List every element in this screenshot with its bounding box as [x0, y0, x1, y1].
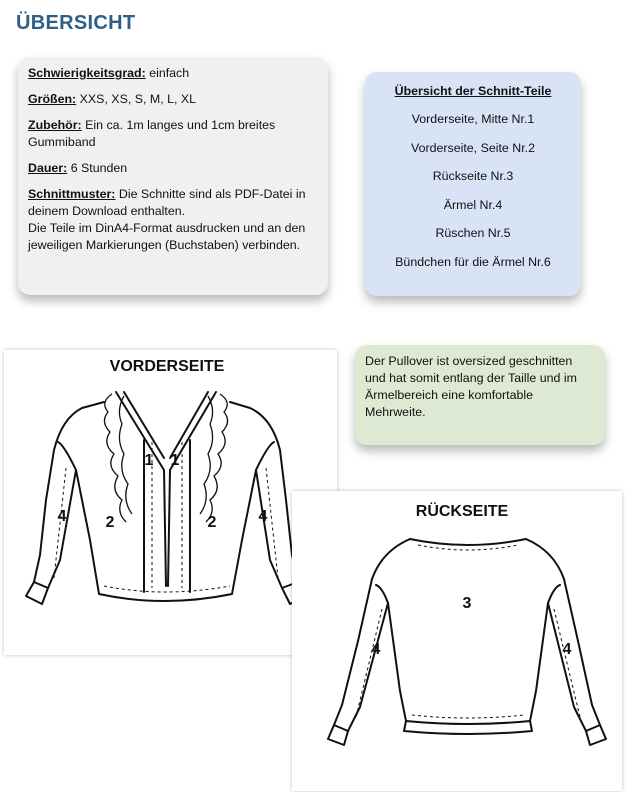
- info-card: [18, 57, 328, 295]
- page-title: ÜBERSICHT: [16, 12, 136, 34]
- back-view-diagram: [292, 491, 622, 791]
- front-view-diagram: [4, 350, 337, 655]
- difficulty-label: Schwierigkeitsgrad:: [28, 66, 146, 80]
- piece-label-sleeve-left: 4: [57, 508, 67, 525]
- sizes-label: Größen:: [28, 92, 77, 106]
- piece-label-side-left: 2: [105, 514, 115, 531]
- piece-label-center-right: 1: [170, 452, 180, 469]
- piece-label-sleeve-right: 4: [258, 508, 268, 525]
- accessories-value: Ein ca. 1m langes und 1cm breites Gummiband: [28, 118, 276, 149]
- parts-overview-card: [365, 72, 581, 296]
- parts-list-item: Rückseite Nr.3: [432, 169, 514, 183]
- piece-label-back-body: 3: [462, 595, 472, 612]
- fit-note-card: [355, 345, 605, 445]
- parts-list-item: Vorderseite, Seite Nr.2: [411, 140, 535, 155]
- parts-list-item: Bündchen für die Ärmel Nr.6: [395, 254, 551, 269]
- pattern-value-2: Die Teile im DinA4-Format ausdrucken und an den jeweiligen Markierungen (Buchstaben) verbinden.: [28, 221, 306, 252]
- difficulty-line: [28, 65, 318, 82]
- piece-label-center-left: 1: [144, 452, 154, 469]
- difficulty-value: einfach: [145, 66, 190, 80]
- pattern-label: Schnittmuster:: [28, 187, 116, 201]
- piece-label-back-sleeve-left: 4: [371, 641, 381, 658]
- pattern-value: Die Schnitte sind als PDF-Datei in deinem Download enthalten.: [28, 187, 306, 218]
- parts-list-item: Ärmel Nr.4: [443, 197, 503, 212]
- accessories-label: Zubehör:: [28, 118, 82, 132]
- front-sweater-drawing: [4, 350, 337, 655]
- front-title: VORDERSEITE: [109, 358, 225, 375]
- parts-list-item: Vorderseite, Mitte Nr.1: [411, 112, 535, 126]
- piece-label-side-right: 2: [207, 514, 217, 531]
- pattern-line: [28, 186, 318, 254]
- sizes-line: [28, 91, 318, 108]
- fit-note-text: Der Pullover ist oversized geschnitten und hat somit entlang der Taille und im Ärmelbereich eine komfortable Mehrweite.: [365, 354, 577, 419]
- parts-title: Übersicht der Schnitt-Teile: [394, 84, 552, 98]
- sizes-value: XXS, XS, S, M, L, XL: [76, 92, 197, 106]
- accessories-line: [28, 117, 318, 151]
- piece-label-back-sleeve-right: 4: [562, 641, 572, 658]
- back-title: RÜCKSEITE: [415, 503, 509, 520]
- parts-list-item: Rüschen Nr.5: [435, 226, 511, 240]
- duration-line: [28, 160, 318, 177]
- duration-label: Dauer:: [28, 161, 68, 175]
- duration-value: 6 Stunden: [67, 161, 128, 175]
